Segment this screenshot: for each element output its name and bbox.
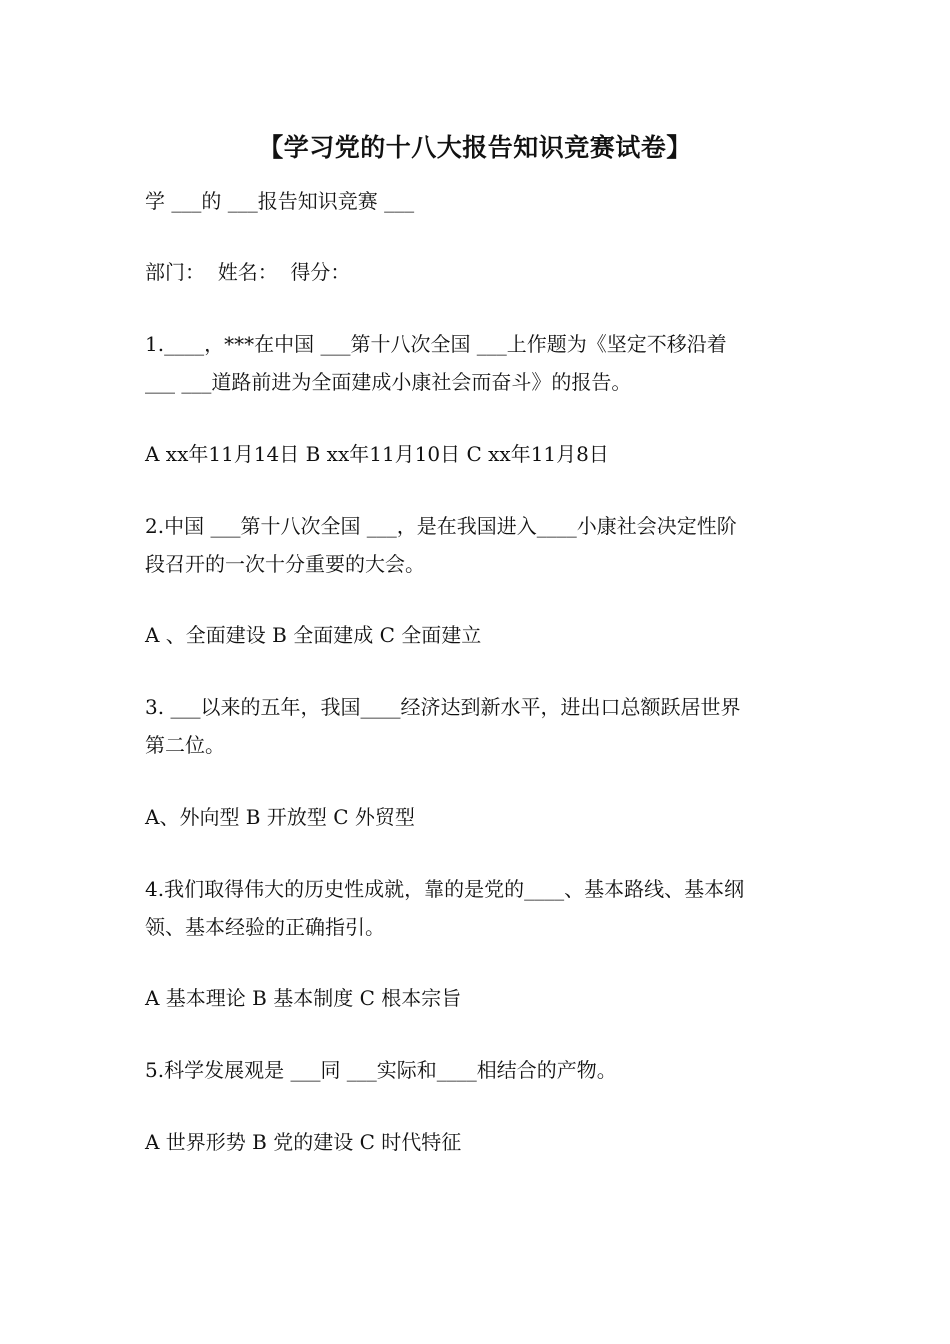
question-3-line-2: 第二位。	[145, 733, 225, 757]
question-1-options: A xx年11月14日 B xx年11月10日 C xx年11月8日	[145, 442, 609, 466]
question-3-line-1: 3. ___以来的五年，我国____经济达到新水平，进出口总额跃居世界	[145, 695, 741, 719]
document-title: 【学习党的十八大报告知识竞赛试卷】	[258, 133, 692, 162]
question-2-line-2: 段召开的一次十分重要的大会。	[145, 552, 425, 576]
question-2-options: A 、全面建设 B 全面建成 C 全面建立	[145, 623, 482, 647]
question-5-line-1: 5.科学发展观是 ___同 ___实际和____相结合的产物。	[145, 1058, 617, 1082]
question-3-options: A、外向型 B 开放型 C 外贸型	[145, 805, 415, 829]
question-1-line-2: ___ ___道路前进为全面建成小康社会而奋斗》的报告。	[145, 370, 632, 394]
question-4-options: A 基本理论 B 基本制度 C 根本宗旨	[145, 986, 462, 1010]
question-4-line-2: 领、基本经验的正确指引。	[145, 915, 385, 939]
subtitle-line: 学 ___的 ___报告知识竞赛 ___	[145, 189, 415, 213]
question-4-line-1: 4.我们取得伟大的历史性成就，靠的是党的____、基本路线、基本纲	[145, 877, 745, 901]
question-1-line-1: 1.____，***在中国 ___第十八次全国 ___上作题为《坚定不移沿着	[145, 332, 727, 356]
info-line: 部门： 姓名： 得分：	[145, 260, 351, 284]
question-5-options: A 世界形势 B 党的建设 C 时代特征	[145, 1130, 462, 1154]
question-2-line-1: 2.中国 ___第十八次全国 ___，是在我国进入____小康社会决定性阶	[145, 514, 737, 538]
